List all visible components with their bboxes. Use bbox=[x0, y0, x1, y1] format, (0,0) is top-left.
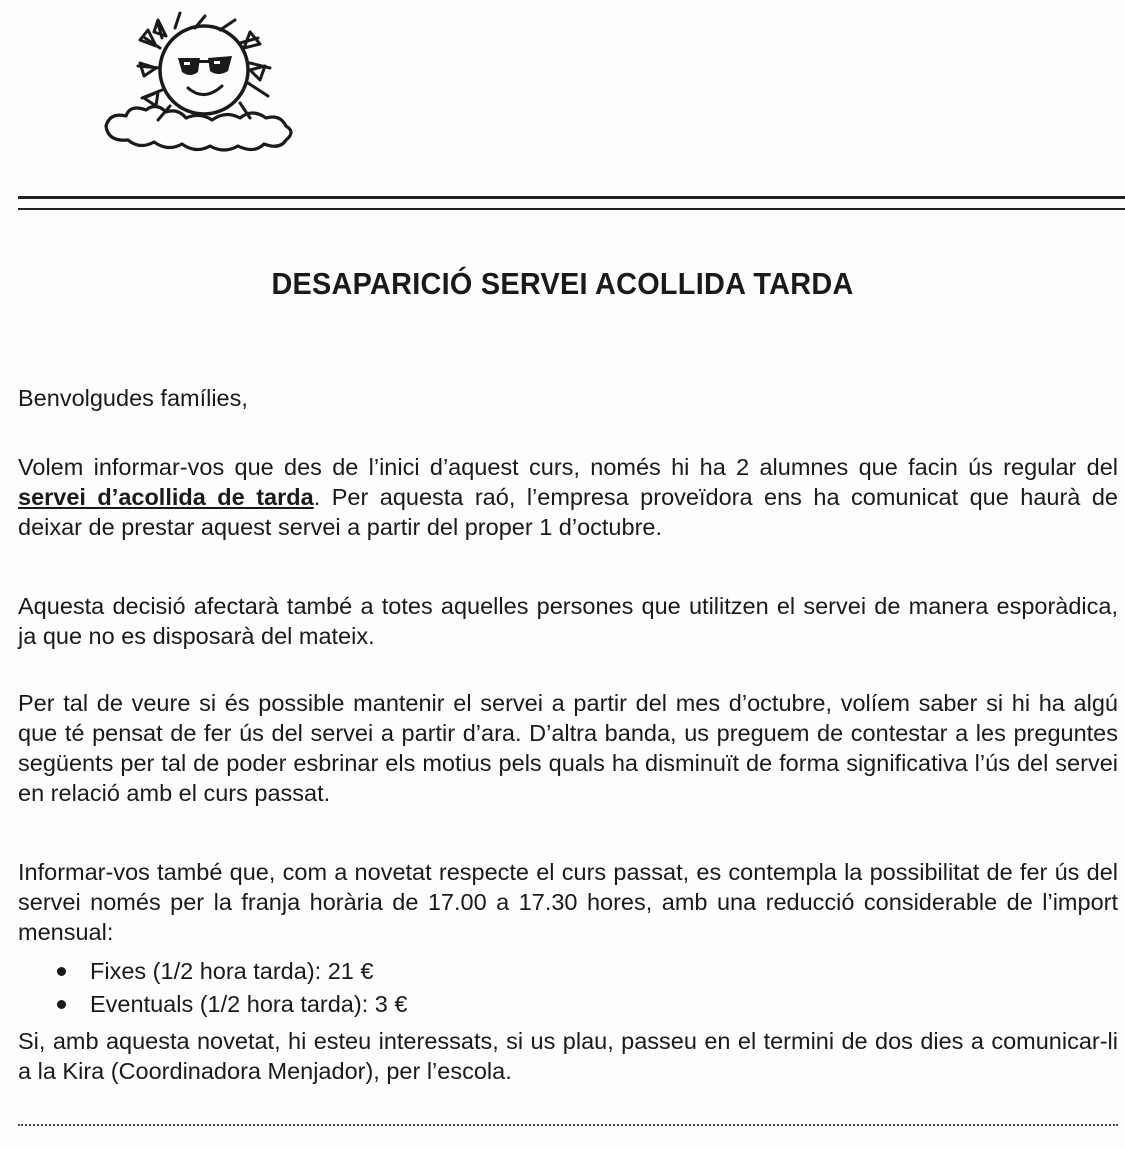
header-double-rule-bottom bbox=[18, 208, 1125, 210]
paragraph-2: Aquesta decisió afectarà també a totes aquelles persones que utilitzen el servei de manera esporàdica, ja que no es disposarà del mateix. bbox=[18, 593, 1118, 649]
price-eventual: Eventuals (1/2 hora tarda): 3 € bbox=[90, 991, 408, 1017]
price-fixed: Fixes (1/2 hora tarda): 21 € bbox=[90, 958, 374, 984]
service-highlight: servei d’acollida de tarda bbox=[18, 484, 314, 510]
price-list bbox=[40, 955, 640, 1021]
bullet-icon bbox=[57, 967, 66, 976]
price-list-item bbox=[40, 988, 640, 1021]
paragraph-1 bbox=[18, 452, 1118, 542]
paragraph-3: Per tal de veure si és possible mantenir el servei a partir del mes d’octubre, volíem saber si hi ha algú que té pensat de fer ús del servei a partir d’ara. D’altra banda, us preguem de contestar a les preguntes següents per tal de poder esbrinar els motius pels quals ha disminuït de forma significativa l’ús del servei en relació amb el curs passat. bbox=[18, 690, 1118, 806]
document-title: DESAPARICIÓ SERVEI ACOLLIDA TARDA bbox=[271, 266, 854, 301]
greeting: Benvolgudes famílies, bbox=[18, 385, 248, 411]
paragraph-1-text-start: Volem informar-vos que des de l’inici d’aquest curs, només hi ha 2 alumnes que facin ús regular del bbox=[18, 454, 1118, 480]
sun-with-sunglasses-icon bbox=[100, 8, 310, 158]
header-double-rule-top bbox=[18, 196, 1125, 199]
paragraph-5: Si, amb aquesta novetat, hi esteu interessats, si us plau, passeu en el termini de dos dies a comunicar-li a la Kira (Coordinadora Menjador), per l’escola. bbox=[18, 1028, 1118, 1084]
bullet-icon bbox=[57, 1000, 66, 1009]
paragraph-1-text-end: . Per aquesta raó, l’empresa proveïdora ens ha comunicat que haurà de deixar de prestar aquest servei a partir del proper 1 d’octubre. bbox=[18, 484, 1119, 540]
cut-here-dotted-line bbox=[18, 1124, 1118, 1126]
price-list-item bbox=[40, 955, 640, 988]
paragraph-4: Informar-vos també que, com a novetat respecte el curs passat, es contempla la possibilitat de fer ús del servei només per la franja horària de 17.00 a 17.30 hores, amb una reducció considerable de l’import mensual: bbox=[18, 859, 1118, 945]
